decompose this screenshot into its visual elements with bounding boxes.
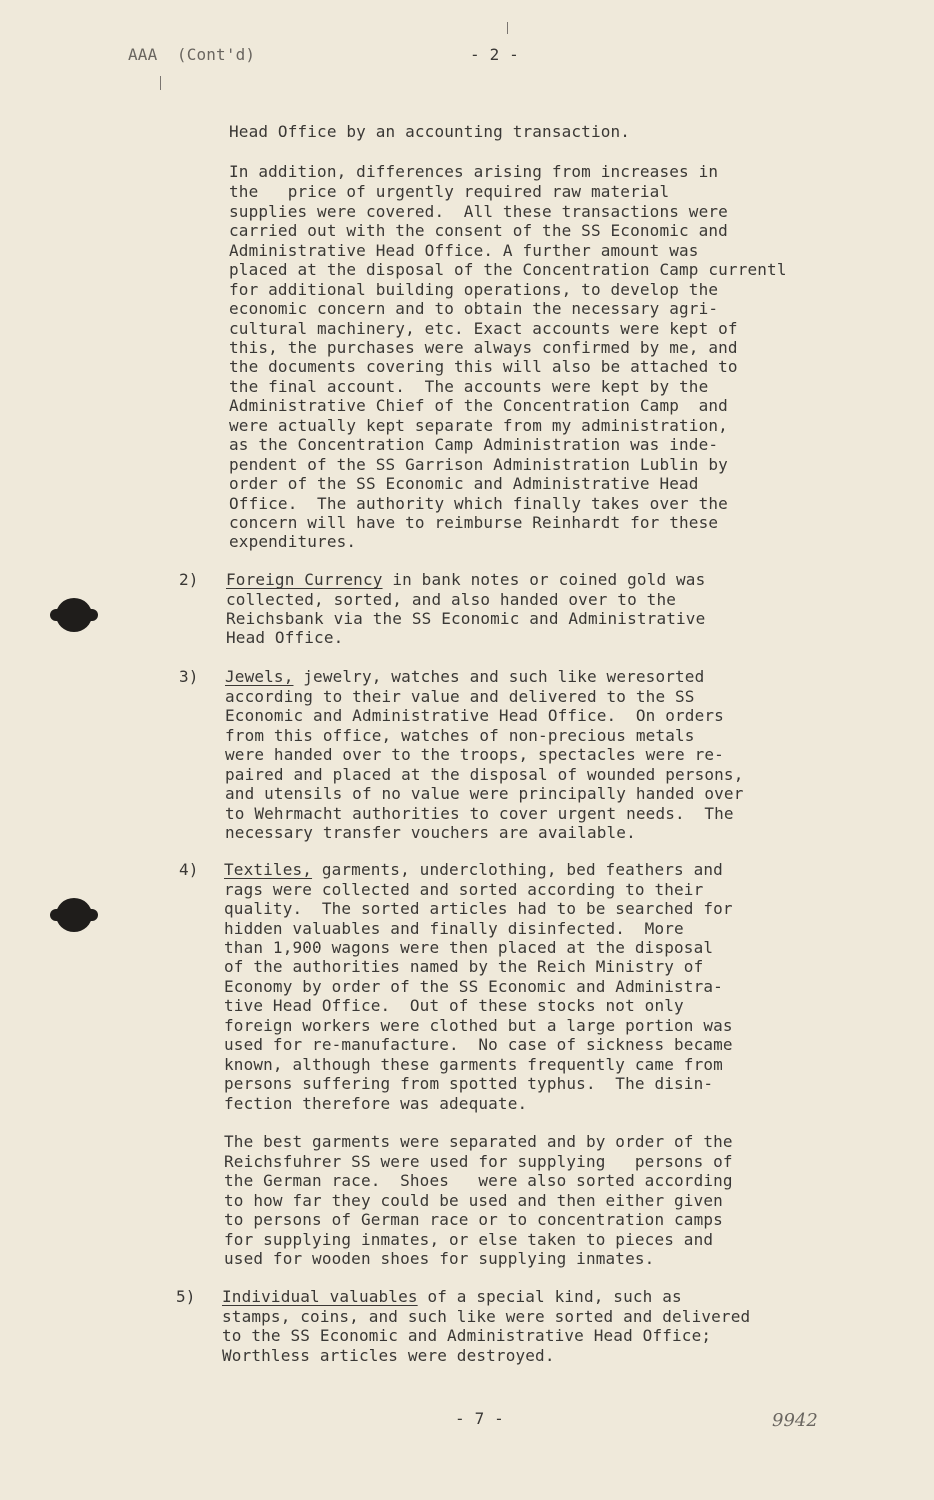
text-line: carried out with the consent of the SS Economic and bbox=[229, 221, 728, 240]
text-line: to Wehrmacht authorities to cover urgent needs. The bbox=[225, 804, 734, 823]
text-line: and utensils of no value were principally handed over bbox=[225, 784, 744, 803]
text-line: Head Office. bbox=[226, 628, 344, 647]
text-line: Economy by order of the SS Economic and Administra- bbox=[224, 977, 723, 996]
text-line: Administrative Chief of the Concentration Camp and bbox=[229, 396, 728, 415]
text-line: placed at the disposal of the Concentration Camp currentl bbox=[229, 260, 787, 279]
text-line: persons suffering from spotted typhus. The disin- bbox=[224, 1074, 714, 1093]
footer-page-number: - 7 - bbox=[455, 1409, 504, 1428]
text-line: Reichsfuhrer SS were used for supplying persons of bbox=[224, 1152, 733, 1171]
item-text: of a special kind, such as bbox=[417, 1287, 682, 1306]
text-line: necessary transfer vouchers are available. bbox=[225, 823, 636, 842]
text-line: than 1,900 wagons were then placed at the disposal bbox=[224, 938, 714, 957]
text-line: paired and placed at the disposal of wounded persons, bbox=[225, 765, 744, 784]
text-line: stamps, coins, and such like were sorted and delivered bbox=[222, 1307, 751, 1326]
text-line: expenditures. bbox=[229, 532, 357, 551]
text-line: the documents covering this will also be attached to bbox=[229, 357, 738, 376]
text-line: supplies were covered. All these transactions were bbox=[229, 202, 728, 221]
text-line: pendent of the SS Garrison Administration Lublin by bbox=[229, 455, 728, 474]
text-line bbox=[222, 1288, 682, 1306]
text-line: the price of urgently required raw material bbox=[229, 182, 670, 201]
punch-hole-bottom bbox=[56, 898, 92, 932]
header-page-number: - 2 - bbox=[470, 45, 519, 64]
item-heading: Individual valuables bbox=[222, 1287, 418, 1306]
text-line: to the SS Economic and Administrative Head Office; bbox=[222, 1326, 712, 1345]
text-line: In addition, differences arising from increases in bbox=[229, 162, 719, 181]
text-line: this, the purchases were always confirmed by me, and bbox=[229, 338, 738, 357]
text-line: concern will have to reimburse Reinhardt for these bbox=[229, 513, 719, 532]
text-line: cultural machinery, etc. Exact accounts were kept of bbox=[229, 319, 738, 338]
text-line: Administrative Head Office. A further amount was bbox=[229, 241, 699, 260]
text-line: Worthless articles were destroyed. bbox=[222, 1346, 555, 1365]
text-line: foreign workers were clothed but a large portion was bbox=[224, 1016, 733, 1035]
text-line: Reichsbank via the SS Economic and Administrative bbox=[226, 609, 706, 628]
text-line: for supplying inmates, or else taken to pieces and bbox=[224, 1230, 714, 1249]
text-line: used for wooden shoes for supplying inmates. bbox=[224, 1249, 655, 1268]
text-line: collected, sorted, and also handed over to the bbox=[226, 590, 677, 609]
text-line: to how far they could be used and then either given bbox=[224, 1191, 723, 1210]
text-line: used for re-manufacture. No case of sickness became bbox=[224, 1035, 733, 1054]
text-line bbox=[224, 861, 723, 879]
item-text: jewelry, watches and such like weresorted bbox=[293, 667, 705, 686]
text-line bbox=[226, 571, 705, 589]
text-line: order of the SS Economic and Administrative Head bbox=[229, 474, 699, 493]
item-number: 3) bbox=[179, 667, 199, 686]
text-line: as the Concentration Camp Administration was inde- bbox=[229, 435, 719, 454]
stray-mark bbox=[507, 22, 508, 34]
text-line: fection therefore was adequate. bbox=[224, 1094, 528, 1113]
item-heading: Foreign Currency bbox=[226, 570, 383, 589]
text-line: rags were collected and sorted according to their bbox=[224, 880, 704, 899]
item-text: in bank notes or coined gold was bbox=[382, 570, 706, 589]
text-line: The best garments were separated and by order of the bbox=[224, 1132, 733, 1151]
text-line: to persons of German race or to concentration camps bbox=[224, 1210, 723, 1229]
text-line: from this office, watches of non-precious metals bbox=[225, 726, 695, 745]
text-line: according to their value and delivered to the SS bbox=[225, 687, 695, 706]
text-line: the German race. Shoes were also sorted according bbox=[224, 1171, 733, 1190]
item-number: 2) bbox=[179, 570, 199, 589]
stray-mark bbox=[160, 76, 161, 90]
text-line: of the authorities named by the Reich Ministry of bbox=[224, 957, 704, 976]
text-line: tive Head Office. Out of these stocks not only bbox=[224, 996, 684, 1015]
text-line: the final account. The accounts were kept by the bbox=[229, 377, 709, 396]
item-heading: Jewels, bbox=[225, 667, 294, 686]
item-number: 4) bbox=[179, 860, 199, 879]
text-line: economic concern and to obtain the necessary agri- bbox=[229, 299, 719, 318]
item-heading: Textiles, bbox=[224, 860, 313, 879]
text-line: Office. The authority which finally takes over the bbox=[229, 494, 728, 513]
punch-hole-top bbox=[56, 598, 92, 632]
item-text: garments, underclothing, bed feathers and bbox=[312, 860, 723, 879]
text-line: Economic and Administrative Head Office. On orders bbox=[225, 706, 724, 725]
text-line bbox=[225, 668, 704, 686]
handwritten-document-number: 9942 bbox=[772, 1410, 818, 1431]
item-number: 5) bbox=[176, 1287, 196, 1306]
text-line: were handed over to the troops, spectacles were re- bbox=[225, 745, 724, 764]
text-line: quality. The sorted articles had to be searched for bbox=[224, 899, 733, 918]
text-line: were actually kept separate from my administration, bbox=[229, 416, 728, 435]
text-line: known, although these garments frequently came from bbox=[224, 1055, 723, 1074]
text-line: for additional building operations, to develop the bbox=[229, 280, 719, 299]
header-left: AAA (Cont'd) bbox=[128, 45, 256, 64]
text-line: Head Office by an accounting transaction. bbox=[229, 122, 631, 141]
text-line: hidden valuables and finally disinfected. More bbox=[224, 919, 684, 938]
